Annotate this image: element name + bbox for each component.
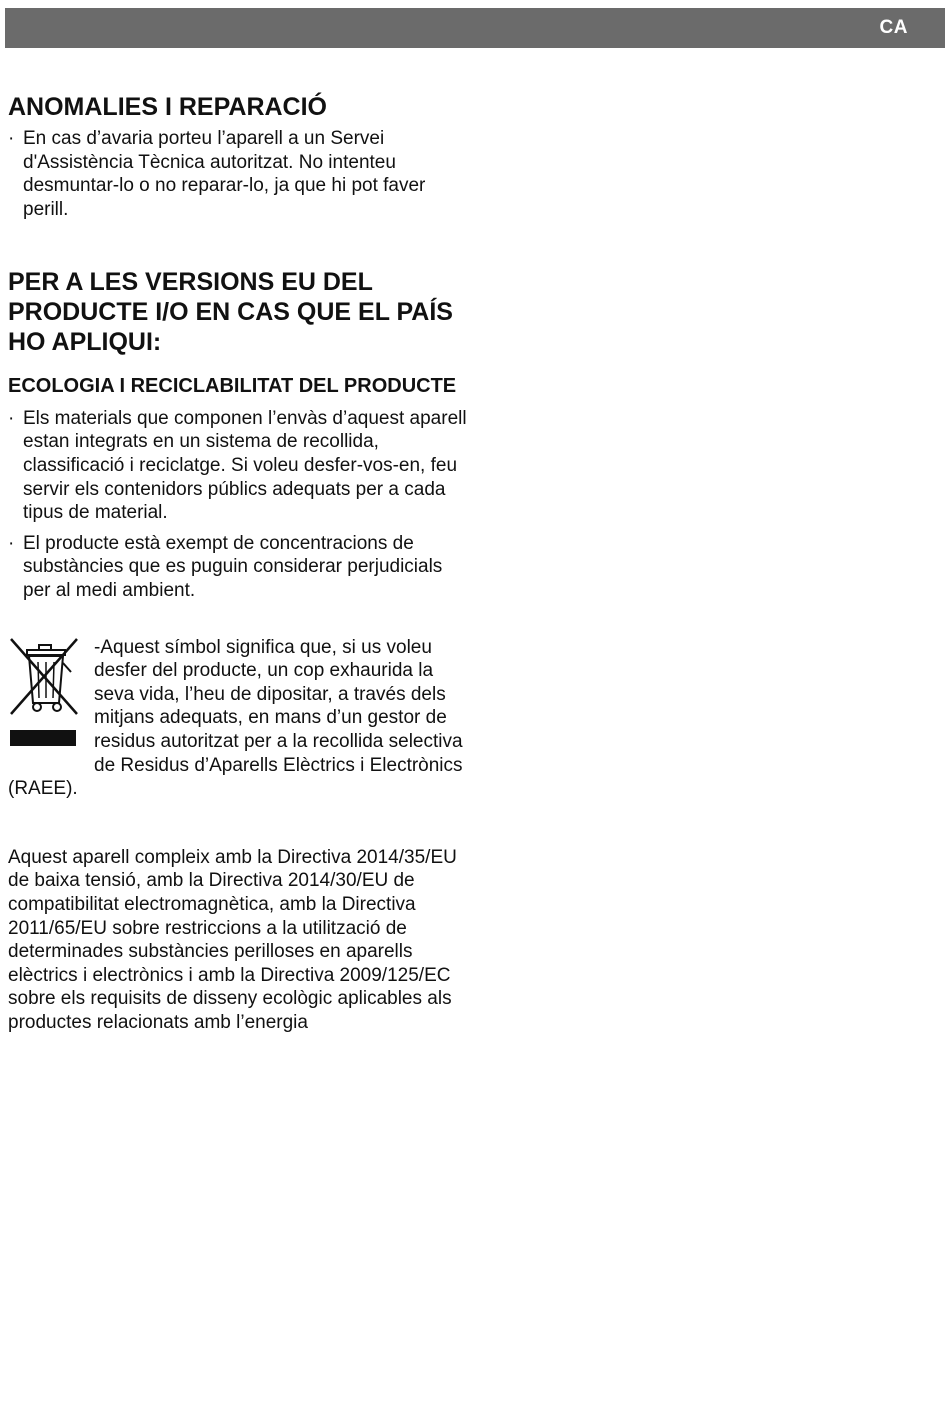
bullet-icon: · (8, 532, 15, 554)
page-content (8, 92, 468, 1035)
eu-versions-title: PER A LES VERSIONS EU DEL PRODUCTE I/O EN CAS QUE EL PAÍS HO APLIQUI: (8, 268, 453, 357)
language-code: CA (879, 17, 908, 38)
anomalies-section (8, 92, 468, 221)
directive-text: Aquest aparell compleix amb la Directiva 2014/35/EU de baixa tensió, amb la Directiva 2014/30/EU de compatibilitat electromagnètica, amb la Directiva 2011/65/EU sobre restriccions a la utilització de determinades substàncies perilloses en aparells elèctrics i electrònics i amb la Directiva 2009/125/EC sobre els requisits de disseny ecològic aplicables als productes relacionats amb l’energia (8, 846, 457, 1033)
list-item (8, 127, 468, 221)
ecology-list (8, 407, 468, 603)
directive-section (8, 846, 468, 1035)
bullet-icon: · (8, 407, 15, 429)
list-item-text: El producte està exempt de concentracions de substàncies que es puguin considerar perjudicials per al medi ambient. (23, 532, 443, 602)
anomalies-title: ANOMALIES I REPARACIÓ (8, 93, 327, 121)
list-item-text: Els materials que componen l’envàs d’aquest aparell estan integrats en un sistema de recollida, classificació i reciclatge. Si voleu desfer-vos-en, feu servir els contenidors públics adequats per a cada tipus de material. (23, 407, 467, 524)
list-item-text: En cas d’avaria porteu l’aparell a un Servei d'Assistència Tècnica autoritzat. No intenteu desmuntar-lo o no reparar-lo, ja que hi pot faver perill. (23, 128, 426, 220)
anomalies-list (8, 127, 468, 221)
weee-description: -Aquest símbol significa que, si us voleu desfer del producte, un cop exhaurida la seva vida, l’heu de dipositar, a través dels mitjans adequats, en mans d’un gestor de residus autoritzat per a la recollida selectiva de Residus d’Aparells Elèctrics i Electrònics (RAEE). (8, 636, 463, 800)
list-item (8, 532, 468, 603)
bullet-icon: · (8, 128, 15, 149)
list-item (8, 407, 468, 525)
ecology-subtitle: ECOLOGIA I RECICLABILITAT DEL PRODUCTE (8, 375, 457, 398)
eu-versions-section (8, 267, 468, 602)
crossed-out-wheelie-bin-icon (8, 636, 80, 754)
header-bar (5, 8, 945, 48)
weee-section (8, 636, 468, 801)
